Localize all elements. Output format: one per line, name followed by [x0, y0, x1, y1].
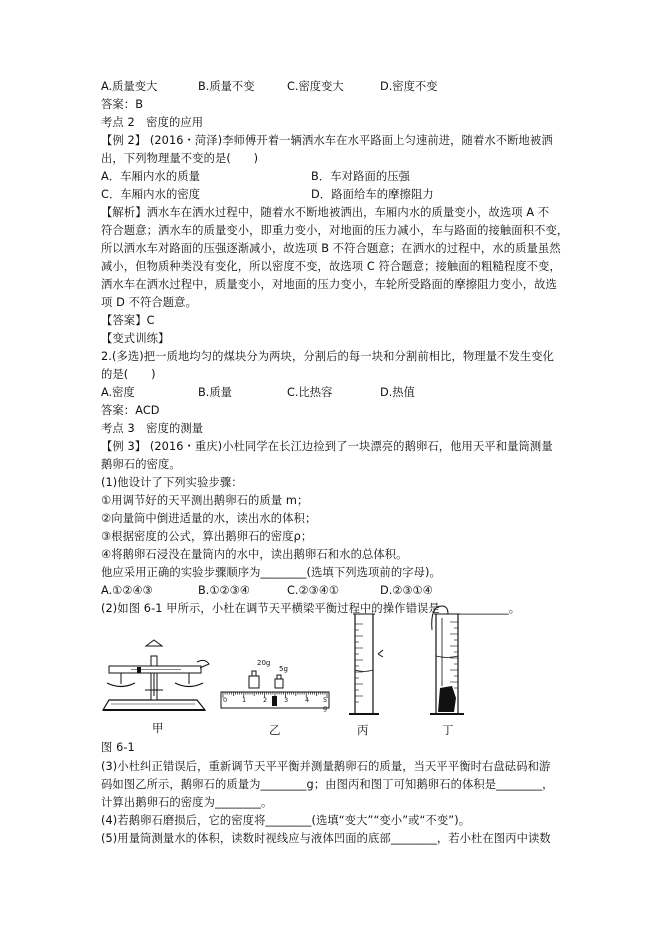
ruler-tick-label: 3 [284, 696, 289, 704]
weight-20g-label: 20g [257, 659, 271, 667]
ruler-tick-label: 5 g [323, 696, 328, 712]
cylinder-bing-figure [345, 610, 385, 722]
weight-5g-label: 5g [279, 665, 288, 673]
variant-stem-line-1: 2.(多选)把一质地均匀的煤块分为两块，分割后的每一块和分割前相比，物理量不发生变化 [101, 350, 555, 363]
ruler-tick-label: 4 [305, 696, 310, 704]
step-1: ①用调节好的天平测出鹅卵石的质量 m； [101, 494, 309, 507]
variant-heading: 【变式训练】 [101, 332, 170, 345]
example-3-part-4: (4)若鹅卵石磨损后，它的密度将________(选填“变大”“变小”或“不变”)。 [101, 814, 471, 827]
example-2-option-c: C．车厢内水的密度 [101, 188, 201, 201]
analysis-line: 项 D 不符合题意。 [101, 296, 197, 309]
q1-option-d: D.密度不变 [380, 80, 438, 93]
example-2-option-d: D．路面给车的摩擦阻力 [311, 188, 434, 201]
example-3-stem-line-2: 鹅卵石的密度。 [101, 458, 181, 471]
q1-option-a: A.质量变大 [101, 80, 158, 93]
example-3-part-2: (2)如图 6-1 甲所示，小杜在调节天平横梁平衡过程中的操作错误是____________。 [101, 602, 521, 615]
weights-ruler-figure [219, 660, 333, 720]
example-3-part-1: (1)他设计了下列实验步骤： [101, 476, 243, 489]
order-option-c: C.②③④① [287, 584, 339, 597]
example-2-option-a: A．车厢内水的质量 [101, 170, 201, 183]
analysis-line: 符合题意；洒水车的质量变小，即重力变小，对地面的压力减小，车与路面的接触面积不变， [101, 224, 569, 237]
ruler-tick-label: 1 [242, 696, 247, 704]
figure-label-yi: 乙 [269, 723, 281, 737]
figure-caption: 图 6-1 [101, 741, 135, 754]
variant-option-c: C.比热容 [287, 386, 333, 399]
figure-label-jia: 甲 [152, 721, 164, 735]
variant-option-d: D.热值 [380, 386, 415, 399]
order-option-d: D.②③①④ [380, 584, 433, 597]
q1-answer: 答案：B [101, 98, 144, 111]
example-3-stem-line-1: 【例 3】 (2016・重庆)小杜同学在长江边捡到了一块漂亮的鹅卵石，他用天平和量筒测量 [101, 440, 553, 453]
variant-answer: 答案：ACD [101, 404, 160, 417]
example-3-part-3-line: (3)小杜纠正错误后，重新调节天平平衡并测量鹅卵石的质量，当天平平衡时右盘砝码和游 [101, 760, 551, 773]
balance-figure [101, 638, 211, 720]
order-question: 他应采用正确的实验步骤顺序为________(选填下列选项前的字母)。 [101, 566, 441, 579]
variant-stem-line-2: 的是( ) [101, 368, 156, 381]
ruler-tick-label: 2 [263, 696, 268, 704]
example-2-stem-line-2: 出，下列物理量不变的是( ) [101, 152, 259, 165]
cylinder-ding-figure [426, 600, 470, 722]
order-option-a: A.①②④③ [101, 584, 153, 597]
example-2-option-b: B．车对路面的压强 [311, 170, 411, 183]
kaodian-3-heading: 考点 3 密度的测量 [101, 422, 204, 435]
q1-option-c: C.密度变大 [287, 80, 344, 93]
analysis-line: 洒水车在洒水过程中，质量变小，对地面的压力变小，车轮所受路面的摩擦阻力变小，故选 [101, 278, 557, 291]
order-option-b: B.①②③④ [198, 584, 250, 597]
variant-option-a: A.密度 [101, 386, 135, 399]
example-3-part-3-line: 码如图乙所示，鹅卵石的质量为________g；由图丙和图丁可知鹅卵石的体积是________， [101, 778, 554, 791]
analysis-line: 减小，但物质种类没有变化，所以密度不变，故选项 C 符合题意；接触面的粗糙程度不变， [101, 260, 561, 273]
q1-option-b: B.质量不变 [198, 80, 255, 93]
step-4: ④将鹅卵石浸没在量筒内的水中，读出鹅卵石和水的总体积。 [101, 548, 408, 561]
variant-option-b: B.质量 [198, 386, 232, 399]
analysis-line: 【解析】洒水车在洒水过程中，随着水不断地被洒出，车厢内水的质量变小，故选项 A 不 [101, 206, 550, 219]
figure-label-ding: 丁 [442, 723, 454, 737]
step-3: ③根据密度的公式，算出鹅卵石的密度ρ； [101, 530, 313, 543]
step-2: ②向量筒中倒进适量的水，读出水的体积； [101, 512, 317, 525]
example-3-part-3-line: 计算出鹅卵石的密度为________。 [101, 796, 273, 809]
ruler-tick-label: 0 [223, 696, 228, 704]
figure-label-bing: 丙 [357, 723, 369, 737]
kaodian-2-heading: 考点 2 密度的应用 [101, 116, 204, 129]
example-3-part-5: (5)用量筒测量水的体积，读数时视线应与液体凹面的底部________，若小杜在图丙中读数 [101, 832, 551, 845]
analysis-line: 所以洒水车对路面的压强逐渐减小，故选项 B 不符合题意；在洒水的过程中，水的质量虽然 [101, 242, 561, 255]
example-2-stem-line-1: 【例 2】 (2016・菏泽)李师傅开着一辆洒水车在水平路面上匀速前进，随着水不断地被洒 [101, 134, 553, 147]
example-2-answer: 【答案】C [101, 314, 155, 327]
